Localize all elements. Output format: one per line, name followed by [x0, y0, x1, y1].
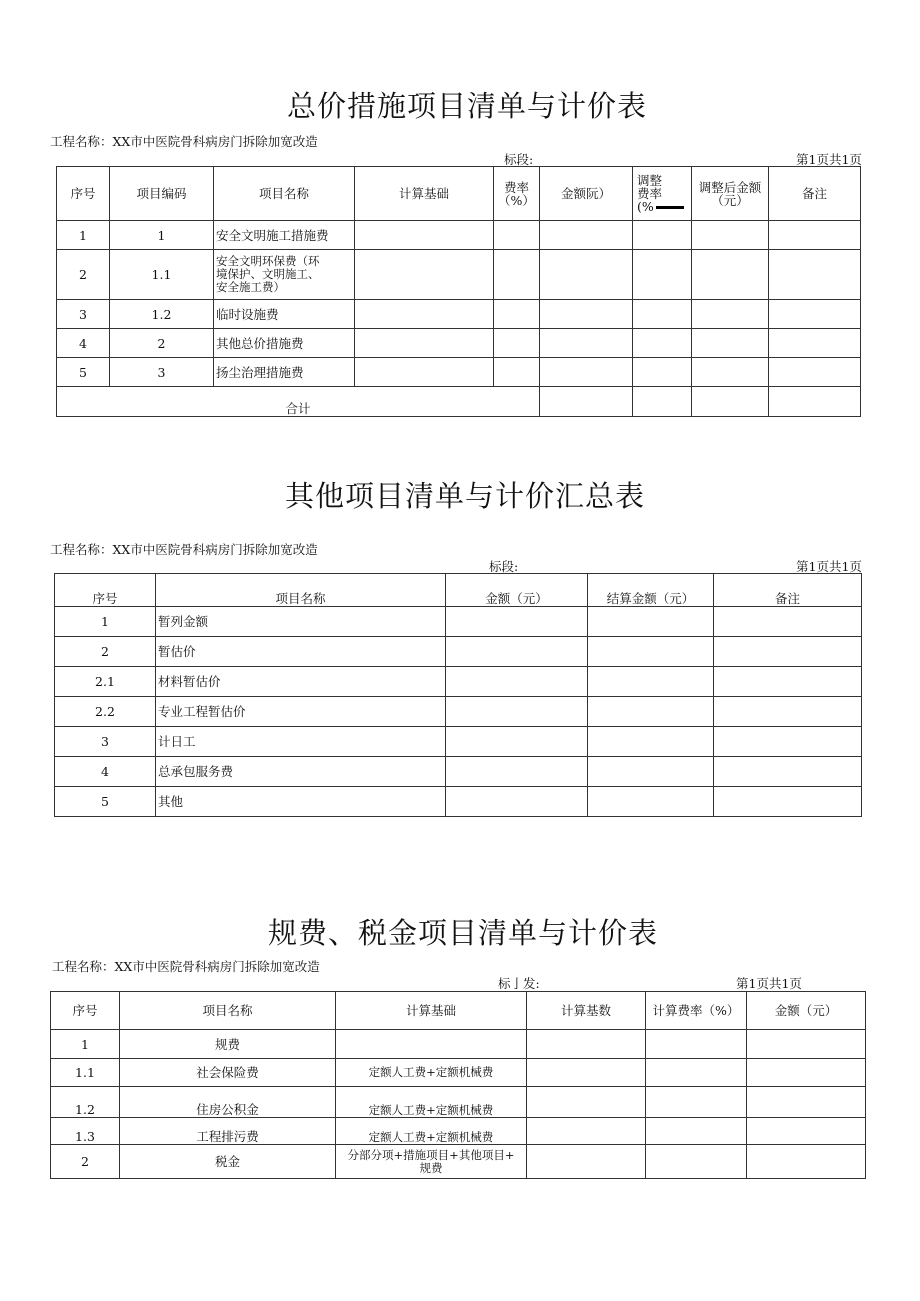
row-no: 2: [51, 1145, 120, 1179]
section2-page-count: 第1页共1页: [796, 559, 862, 574]
row-name: 住房公积金: [120, 1087, 336, 1118]
row-name: 税金: [120, 1145, 336, 1179]
row-no: 5: [55, 787, 156, 817]
header-rate: 费率 （%）: [494, 167, 540, 221]
row-name: 其他: [156, 787, 446, 817]
row-name: 扬尘治理措施费: [214, 358, 355, 387]
header-no: 序号: [51, 992, 120, 1030]
row-no: 4: [55, 757, 156, 787]
row-basis: [336, 1030, 527, 1059]
row-no: 2.2: [55, 697, 156, 727]
row-no: 1: [57, 221, 110, 250]
section3-title: 规费、税金项目清单与计价表: [268, 916, 659, 950]
section2-bid-section: 标段:: [489, 559, 519, 574]
section1-header-row: [57, 167, 861, 221]
section1-title: 总价措施项目清单与计价表: [287, 89, 648, 123]
header-basis: 计算基础: [336, 992, 527, 1030]
row-code: 3: [110, 358, 214, 387]
header-amount: 金额（元）: [747, 992, 866, 1030]
row-name: 社会保险费: [120, 1059, 336, 1087]
row-no: 3: [57, 300, 110, 329]
total-row: [57, 387, 861, 417]
header-amount: 金额（元）: [446, 574, 588, 607]
table-row: [55, 697, 862, 727]
header-name: 项目名称: [156, 574, 446, 607]
header-adjusted-rate: 调整 费率 (%: [633, 167, 692, 221]
row-basis: 定额人工费+定额机械费: [336, 1118, 527, 1145]
row-name: 总承包服务费: [156, 757, 446, 787]
row-code: 2: [110, 329, 214, 358]
section2-title: 其他项目清单与计价汇总表: [285, 479, 646, 513]
table-row: [51, 1087, 866, 1118]
row-name: 计日工: [156, 727, 446, 757]
row-name: 专业工程暂估价: [156, 697, 446, 727]
section1-page-count: 第1页共1页: [796, 152, 862, 167]
header-remark: 备注: [714, 574, 862, 607]
table-row: [55, 667, 862, 697]
header-basis: 计算基础: [355, 167, 494, 221]
table-row: [55, 787, 862, 817]
header-no: 序号: [57, 167, 110, 221]
table-row: [51, 1145, 866, 1179]
header-code: 项目编码: [110, 167, 214, 221]
header-base-number: 计算基数: [527, 992, 646, 1030]
header-rate: 计算费率（%）: [646, 992, 747, 1030]
row-no: 1: [55, 607, 156, 637]
row-no: 5: [57, 358, 110, 387]
row-no: 2: [57, 250, 110, 300]
row-name: 安全文明施工措施费: [214, 221, 355, 250]
header-name: 项目名称: [120, 992, 336, 1030]
row-name: 规费: [120, 1030, 336, 1059]
section1-table: [56, 166, 861, 417]
row-basis: 定额人工费+定额机械费: [336, 1087, 527, 1118]
row-name: 暂列金额: [156, 607, 446, 637]
table-row: [51, 1059, 866, 1087]
row-no: 1.1: [51, 1059, 120, 1087]
row-no: 3: [55, 727, 156, 757]
table-row: [51, 1118, 866, 1145]
row-no: 2: [55, 637, 156, 667]
section1-bid-section: 标段:: [504, 152, 534, 167]
table-row: [57, 329, 861, 358]
section3-page-count: 第1页共1页: [736, 976, 802, 991]
table-row: [55, 757, 862, 787]
row-basis: 定额人工费+定额机械费: [336, 1059, 527, 1087]
table-row: [55, 637, 862, 667]
section3-table: [50, 991, 866, 1179]
section1-project-name: 工程名称：XX市中医院骨科病房门拆除加宽改造: [50, 134, 318, 149]
row-no: 1.3: [51, 1118, 120, 1145]
row-name: 临时设施费: [214, 300, 355, 329]
row-basis: 分部分项+措施项目+其他项目+ 规费: [336, 1145, 527, 1179]
row-no: 1: [51, 1030, 120, 1059]
table-row: [57, 221, 861, 250]
total-label: 合计: [57, 387, 540, 417]
table-row: [55, 607, 862, 637]
row-name: 工程排污费: [120, 1118, 336, 1145]
row-name: 暂估价: [156, 637, 446, 667]
row-no: 1.2: [51, 1087, 120, 1118]
row-no: 4: [57, 329, 110, 358]
row-code: 1.1: [110, 250, 214, 300]
section2-table: [54, 573, 862, 817]
section3-header-row: [51, 992, 866, 1030]
header-name: 项目名称: [214, 167, 355, 221]
header-no: 序号: [55, 574, 156, 607]
row-no: 2.1: [55, 667, 156, 697]
table-row: [57, 250, 861, 300]
header-amount: 金额阮）: [540, 167, 633, 221]
section2-project-name: 工程名称：XX市中医院骨科病房门拆除加宽改造: [50, 542, 318, 557]
table-row: [51, 1030, 866, 1059]
section3-bid-section: 标亅发:: [498, 976, 540, 991]
table-row: [55, 727, 862, 757]
row-name: 材料暂估价: [156, 667, 446, 697]
header-adjusted-amount: 调整后金额 （元）: [692, 167, 769, 221]
section3-project-name: 工程名称：XX市中医院骨科病房门拆除加宽改造: [52, 959, 320, 974]
section2-header-row: [55, 574, 862, 607]
table-row: [57, 358, 861, 387]
header-settlement-amount: 结算金额（元）: [588, 574, 714, 607]
row-name: 其他总价措施费: [214, 329, 355, 358]
header-remark: 备注: [769, 167, 861, 221]
table-row: [57, 300, 861, 329]
row-name: 安全文明环保费（环 境保护、文明施工、 安全施工费）: [214, 250, 355, 300]
row-code: 1: [110, 221, 214, 250]
row-code: 1.2: [110, 300, 214, 329]
